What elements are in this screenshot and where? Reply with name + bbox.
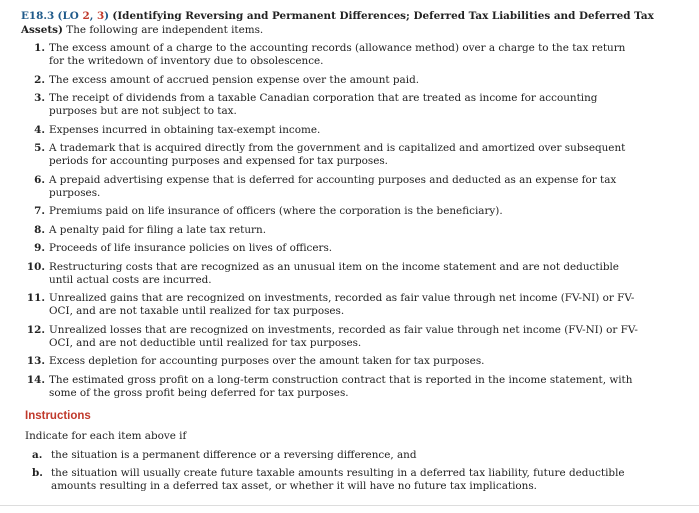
item-number: 5. xyxy=(34,142,45,154)
item-text: Unrealized losses that are recognized on investments, recorded as fair value through net income (FV-NI) or FV-OCI, and are not deductible until realized for tax purposes. xyxy=(49,323,638,349)
instructions-heading: Instructions xyxy=(25,410,91,422)
list-item xyxy=(21,42,641,68)
item-text: Unrealized gains that are recognized on investments, recorded as fair value through net income (FV-NI) or FV-OCI, and are not taxable until realized for tax purposes. xyxy=(49,292,635,317)
item-text: Premiums paid on life insurance of officers (where the corporation is the beneficiary). xyxy=(49,205,503,217)
item-text: Excess depletion for accounting purposes over the amount taken for tax purposes. xyxy=(49,355,485,367)
part-letter: a. xyxy=(32,449,43,461)
lo-link-2[interactable]: 2 xyxy=(82,10,90,22)
item-text: The estimated gross profit on a long-term construction contract that is reported in the income statement, with some of the gross profit being deferred for tax purposes. xyxy=(49,373,633,399)
list-item xyxy=(21,174,641,200)
list-item xyxy=(21,142,641,168)
instructions-list xyxy=(32,449,632,498)
learning-objectives: (LO 2, 3) xyxy=(57,10,110,22)
list-item xyxy=(21,205,641,218)
list-item xyxy=(21,292,641,318)
lo-link-3[interactable]: 3 xyxy=(96,10,105,22)
item-text: Restructuring costs that are recognized as an unusual item on the income statement and are not deductible until actual costs are incurred. xyxy=(49,260,619,286)
item-number: 3. xyxy=(34,92,45,104)
item-number: 7. xyxy=(34,205,45,217)
list-item xyxy=(21,261,641,287)
item-text: Proceeds of life insurance policies on lives of officers. xyxy=(49,242,333,254)
item-number: 10. xyxy=(26,260,45,273)
list-item xyxy=(21,355,641,368)
list-item xyxy=(21,374,641,400)
part-letter: b. xyxy=(32,467,43,479)
item-number: 14. xyxy=(26,373,45,386)
item-text: The excess amount of a charge to the accounting records (allowance method) over a charge to the tax return for the writedown of inventory due to obsolescence. xyxy=(49,42,626,67)
list-item xyxy=(21,124,641,137)
exercise-title: (Identifying Reversing and Permanent Differences; Deferred Tax Liabilities and Deferred Tax Assets) xyxy=(21,10,654,36)
list-item xyxy=(32,449,632,462)
list-item xyxy=(21,324,641,350)
part-text: the situation will usually create future taxable amounts resulting in a deferred tax liability, future deductible amounts resulting in a deferred tax asset, or whether it will have no future tax implications. xyxy=(51,467,625,492)
exercise-header xyxy=(21,9,661,37)
item-number: 12. xyxy=(26,323,45,336)
list-item xyxy=(21,74,641,87)
item-number: 6. xyxy=(34,173,45,186)
instructions-text: Indicate for each item above if xyxy=(25,430,187,442)
item-number: 13. xyxy=(26,355,45,367)
exercise-number: E18.3 xyxy=(21,10,55,22)
item-number: 8. xyxy=(34,223,45,236)
list-item xyxy=(21,92,641,118)
item-text: The receipt of dividends from a taxable Canadian corporation that are treated as income for accounting purposes but are not subject to tax. xyxy=(49,92,598,117)
part-text: the situation is a permanent difference or a reversing difference, and xyxy=(51,449,417,461)
item-text: A trademark that is acquired directly from the government and is capitalized and amortized over subsequent periods for accounting purposes and expensed for tax purposes. xyxy=(49,142,626,167)
exercise-intro: The following are independent items. xyxy=(66,24,264,36)
item-number: 1. xyxy=(34,42,45,54)
item-text: Expenses incurred in obtaining tax-exempt income. xyxy=(49,123,321,136)
item-text: A penalty paid for filing a late tax return. xyxy=(49,223,267,236)
item-number: 4. xyxy=(34,123,45,136)
item-text: The excess amount of accrued pension expense over the amount paid. xyxy=(49,73,420,86)
item-number: 2. xyxy=(34,73,45,86)
list-item xyxy=(32,467,632,493)
item-list xyxy=(21,42,641,405)
item-number: 9. xyxy=(34,242,45,254)
item-text: A prepaid advertising expense that is deferred for accounting purposes and deducted as an expense for tax purposes. xyxy=(49,173,617,199)
item-number: 11. xyxy=(26,292,45,304)
list-item xyxy=(21,242,641,255)
divider xyxy=(0,505,699,506)
list-item xyxy=(21,224,641,237)
